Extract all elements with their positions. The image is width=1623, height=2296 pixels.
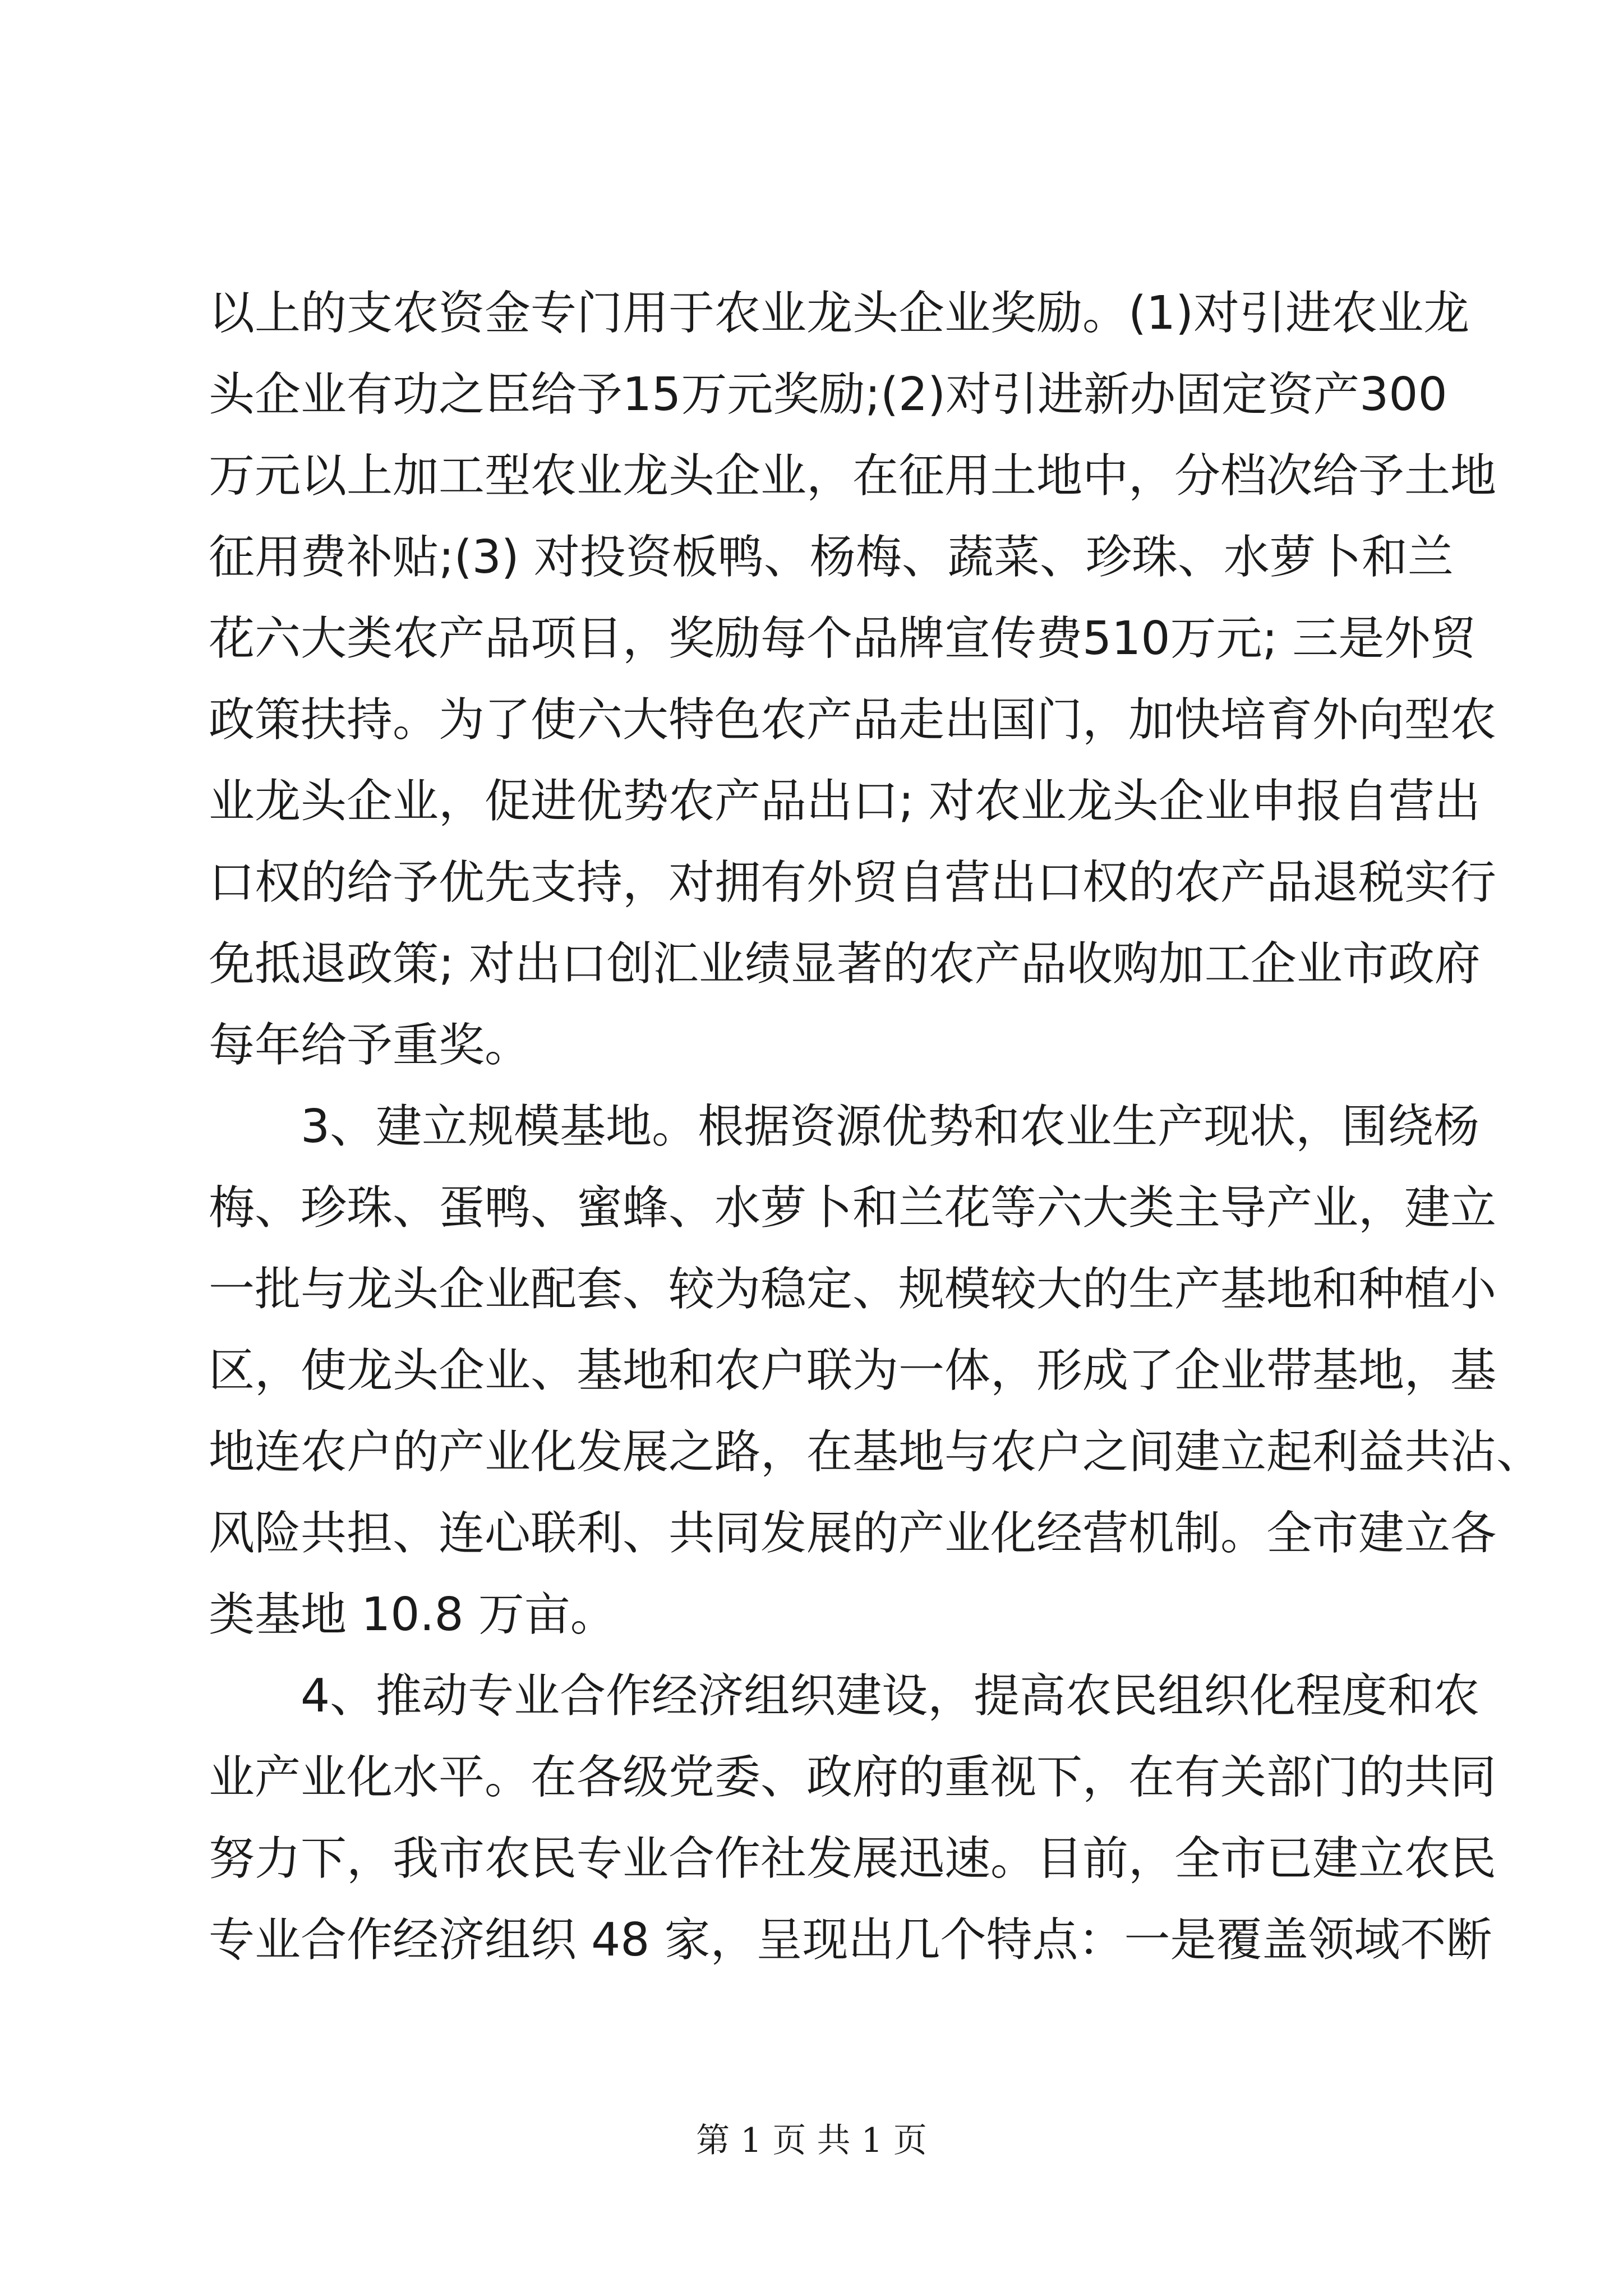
text-line: 梅、珍珠、蛋鸭、蜜蜂、水萝卜和兰花等六大类主导产业，建立 (209, 1181, 1497, 1235)
text-line: 区，使龙头企业、基地和农户联为一体，形成了企业带基地，基 (209, 1344, 1497, 1397)
text-line: 努力下，我市农民专业合作社发展迅速。目前，全市已建立农民 (209, 1832, 1497, 1885)
paragraph-base-building (209, 1086, 1543, 1655)
text-line: 以上的支农资金专门用于农业龙头企业奖励。(1)对引进农业龙 (209, 287, 1470, 340)
text-line: 类基地 10.8 万亩。 (209, 1588, 616, 1641)
text-line: 政策扶持。为了使六大特色农产品走出国门，加快培育外向型农 (209, 693, 1497, 747)
text-line: 业龙头企业，促进优势农产品出口; 对农业龙头企业申报自营出 (209, 775, 1481, 828)
text-line: 风险共担、连心联利、共同发展的产业化经营机制。全市建立各 (209, 1507, 1497, 1560)
text-line: 地连农户的产业化发展之路，在基地与农户之间建立起利益共沾、 (209, 1425, 1543, 1479)
text-line: 4、推动专业合作经济组织建设，提高农民组织化程度和农 (209, 1669, 1480, 1723)
text-line: 免抵退政策; 对出口创汇业绩显著的农产品收购加工企业市政府 (209, 937, 1481, 991)
paragraph-policy-support (209, 273, 1497, 1086)
paragraph-cooperatives (209, 1655, 1497, 1981)
text-line: 头企业有功之臣给予15万元奖励;(2)对引进新办固定资产300 (209, 368, 1447, 421)
text-line: 3、建立规模基地。根据资源优势和农业生产现状，围绕杨 (209, 1100, 1480, 1153)
text-line: 一批与龙头企业配套、较为稳定、规模较大的生产基地和种植小 (209, 1263, 1497, 1316)
text-line: 专业合作经济组织 48 家，呈现出几个特点：一是覆盖领域不断 (209, 1913, 1492, 1967)
text-line: 口权的给予优先支持，对拥有外贸自营出口权的农产品退税实行 (209, 856, 1497, 909)
text-line: 每年给予重奖。 (209, 1019, 531, 1072)
document-body (209, 273, 1543, 1981)
text-line: 万元以上加工型农业龙头企业，在征用土地中，分档次给予土地 (209, 449, 1497, 503)
text-line: 征用费补贴;(3) 对投资板鸭、杨梅、蔬菜、珍珠、水萝卜和兰 (209, 531, 1454, 584)
text-line: 业产业化水平。在各级党委、政府的重视下，在有关部门的共同 (209, 1751, 1497, 1804)
page-number-footer: 第 1 页 共 1 页 (696, 2121, 927, 2160)
text-line: 花六大类农产品项目，奖励每个品牌宣传费510万元; 三是外贸 (209, 612, 1477, 665)
